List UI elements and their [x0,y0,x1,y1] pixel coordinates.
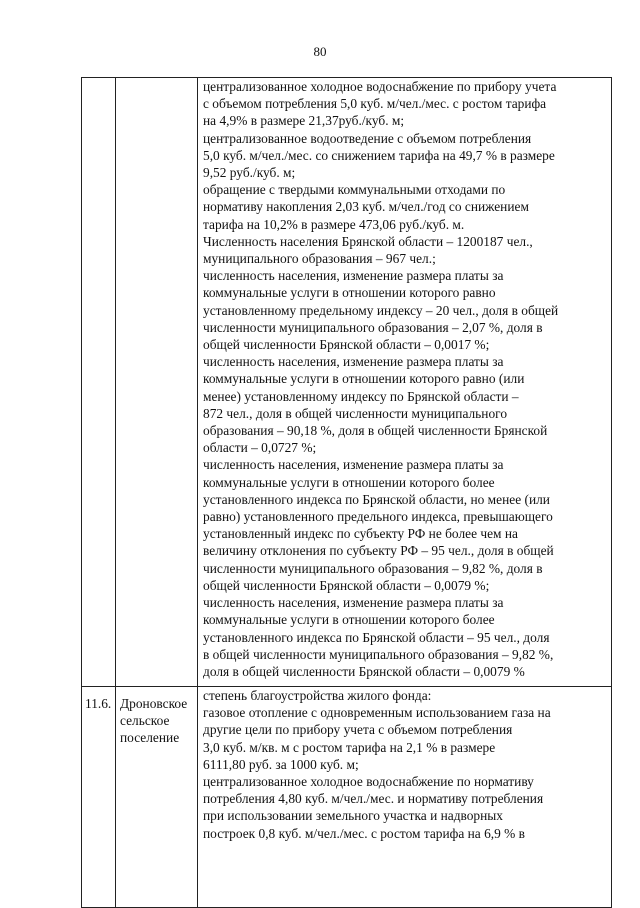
text-line: равно) установленного предельного индекса, превышающего [203,509,553,525]
text-line: коммунальные услуги в отношении которого равно (или [203,371,525,387]
settlement-name-cell [116,687,198,908]
text-line: тарифа на 10,2% в размере 473,06 руб./куб. м. [203,216,465,232]
table-row [82,78,612,687]
text-line: образования – 90,18 %, доля в общей численности Брянской [203,423,548,439]
settlement-name [116,78,197,86]
text-line: газовое отопление с одновременным использованием газа на [203,705,551,721]
text-line: установленный индекс по субъекту РФ не более чем на [203,526,518,542]
text-line: централизованное холодное водоснабжение по нормативу [203,774,534,790]
settlement-name-cell [116,78,198,687]
description-cell [198,78,612,687]
settlement-name [116,687,197,747]
text-line: 872 чел., доля в общей численности муниципального [203,405,508,421]
text-line: 3,0 куб. м/кв. м с ростом тарифа на 2,1 % в размере [203,739,496,755]
description-text [198,687,611,907]
text-line: с объемом потребления 5,0 куб. м/чел./мес. с ростом тарифа [203,96,547,112]
row-number-cell [82,687,116,908]
description-text [198,78,611,684]
text-line: численности муниципального образования – 2,07 %, доля в [203,319,543,335]
text-line: муниципального образования – 967 чел.; [203,251,436,267]
text-line: на 4,9% в размере 21,37руб./куб. м; [203,113,405,129]
text-line: области – 0,0727 %; [203,440,317,456]
text-line: 9,52 руб./куб. м; [203,165,296,181]
settlement-name-line: поселение [120,730,180,746]
text-line: Численность населения Брянской области – 1200187 чел., [203,233,533,249]
text-line: численности муниципального образования – 9,82 %, доля в [203,560,543,576]
text-line: численность населения, изменение размера платы за [203,457,504,473]
text-line: установленного индекса по Брянской области, но менее (или [203,491,550,507]
text-line: численность населения, изменение размера платы за [203,268,504,284]
text-line: 6111,80 руб. за 1000 куб. м; [203,756,359,772]
text-line: численность населения, изменение размера платы за [203,595,504,611]
text-line: численность населения, изменение размера платы за [203,354,504,370]
text-line: установленного индекса по Брянской области – 95 чел., доля [203,629,550,645]
row-number-cell [82,78,116,687]
text-line: 5,0 куб. м/чел./мес. со снижением тарифа на 49,7 % в размере [203,147,555,163]
text-line: установленному предельному индексу – 20 чел., доля в общей [203,302,559,318]
tariff-table [81,77,612,908]
text-line: величину отклонения по субъекту РФ – 95 чел., доля в общей [203,543,554,559]
text-line: построек 0,8 куб. м/чел./мес. с ростом тарифа на 6,9 % в [203,825,525,841]
text-line: при использовании земельного участка и надворных [203,808,503,824]
text-line: коммунальные услуги в отношении которого более [203,474,495,490]
text-line: менее) установленному индексу по Брянской области – [203,388,519,404]
settlement-name-line: Дроновское [120,696,188,711]
row-number: 11.6. [85,696,112,711]
text-line: потребления 4,80 куб. м/чел./мес. и нормативу потребления [203,791,544,807]
text-line: в общей численности муниципального образования – 9,82 %, [203,646,554,662]
text-line: централизованное водоотведение с объемом потребления [203,130,532,146]
text-line: общей численности Брянской области – 0,0079 %; [203,577,490,593]
text-line: степень благоустройства жилого фонда: [203,688,432,703]
page-number: 80 [313,44,327,59]
text-line: общей численности Брянской области – 0,0017 %; [203,337,490,353]
text-line: доля в общей численности Брянской области – 0,0079 % [203,663,525,679]
text-line: другие цели по прибору учета с объемом потребления [203,722,513,738]
row-number [82,78,115,86]
text-line: централизованное холодное водоснабжение по прибору учета [203,79,557,94]
text-line: коммунальные услуги в отношении которого более [203,612,495,628]
settlement-name-line: сельское [120,713,170,729]
text-line: коммунальные услуги в отношении которого равно [203,285,496,301]
text-line: обращение с твердыми коммунальными отходами по [203,182,506,198]
text-line: нормативу накопления 2,03 куб. м/чел./год со снижением [203,199,529,215]
table-row [82,687,612,908]
description-cell [198,687,612,908]
